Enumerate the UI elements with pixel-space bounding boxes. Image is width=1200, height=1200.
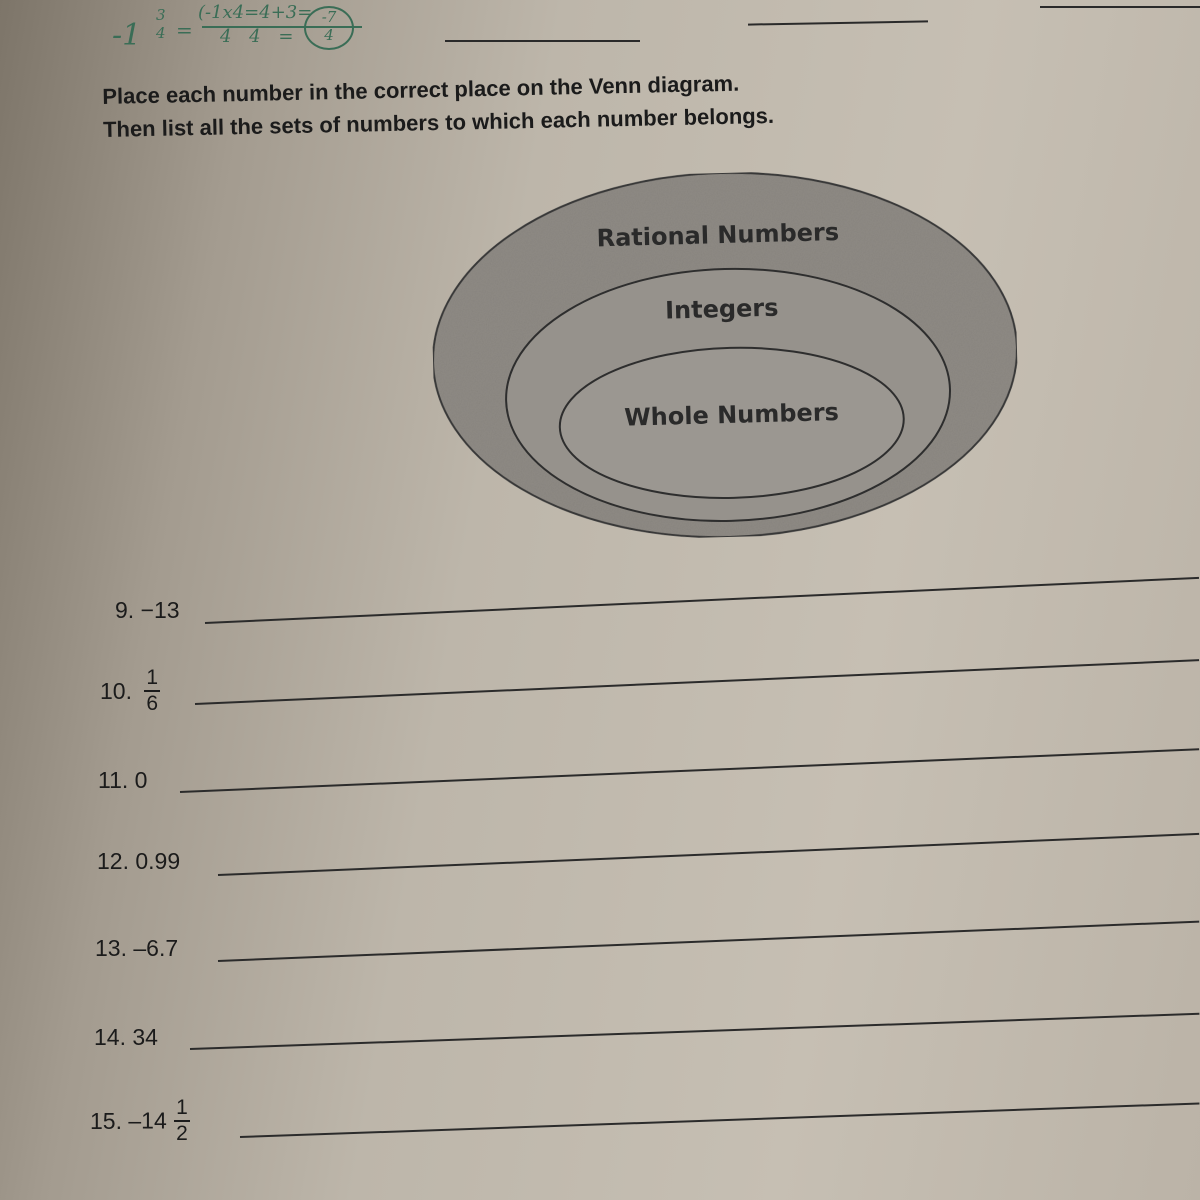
answer-line-15[interactable] [240,1102,1199,1138]
hw-work-bottom: 4 4 = [220,26,300,47]
fraction-one-half: $\frac{1}{2}$ [176,1096,188,1145]
fraction-one-sixth: $\frac{1}{6}$ [146,666,159,715]
top-blank-line-3 [1040,6,1200,8]
answer-line-9[interactable] [205,577,1199,624]
hw-equals: = [176,18,193,42]
answer-line-14[interactable] [190,1013,1199,1050]
venn-integers-label: Integers [664,293,779,325]
answer-line-10[interactable] [195,659,1199,705]
hw-work-top: (-1x4=4+3= [198,2,313,23]
top-blank-line-2 [748,20,928,25]
question-14: 14. 34 [94,1024,158,1050]
venn-diagram [425,165,1025,545]
venn-rational-label: Rational Numbers [596,217,840,253]
instructions [102,66,774,146]
question-11: 11. 0 [98,767,148,793]
question-15: 15. –14 $\frac{1}{2}$ [90,1096,188,1145]
top-blank-line-1 [445,40,640,42]
question-12: 12. 0.99 [97,848,181,874]
question-10: 10. $\frac{1}{6}$ [100,666,159,715]
instructions-line-1: Place each number in the correct place on the Venn diagram. [102,70,740,109]
hw-whole-number: -1 [112,18,142,53]
answer-line-11[interactable] [180,748,1199,793]
hw-circled-answer: -7 4 [304,6,354,50]
answer-line-13[interactable] [218,921,1199,962]
hw-mixed-fraction: 3 4 [156,6,166,42]
question-9: 9. −13 [115,597,180,623]
venn-whole-label: Whole Numbers [623,398,840,432]
question-13: 13. –6.7 [95,935,179,961]
answer-line-12[interactable] [218,833,1199,876]
cut-off-mark [780,0,840,18]
instructions-line-2: Then list all the sets of numbers to which each number belongs. [102,102,775,142]
